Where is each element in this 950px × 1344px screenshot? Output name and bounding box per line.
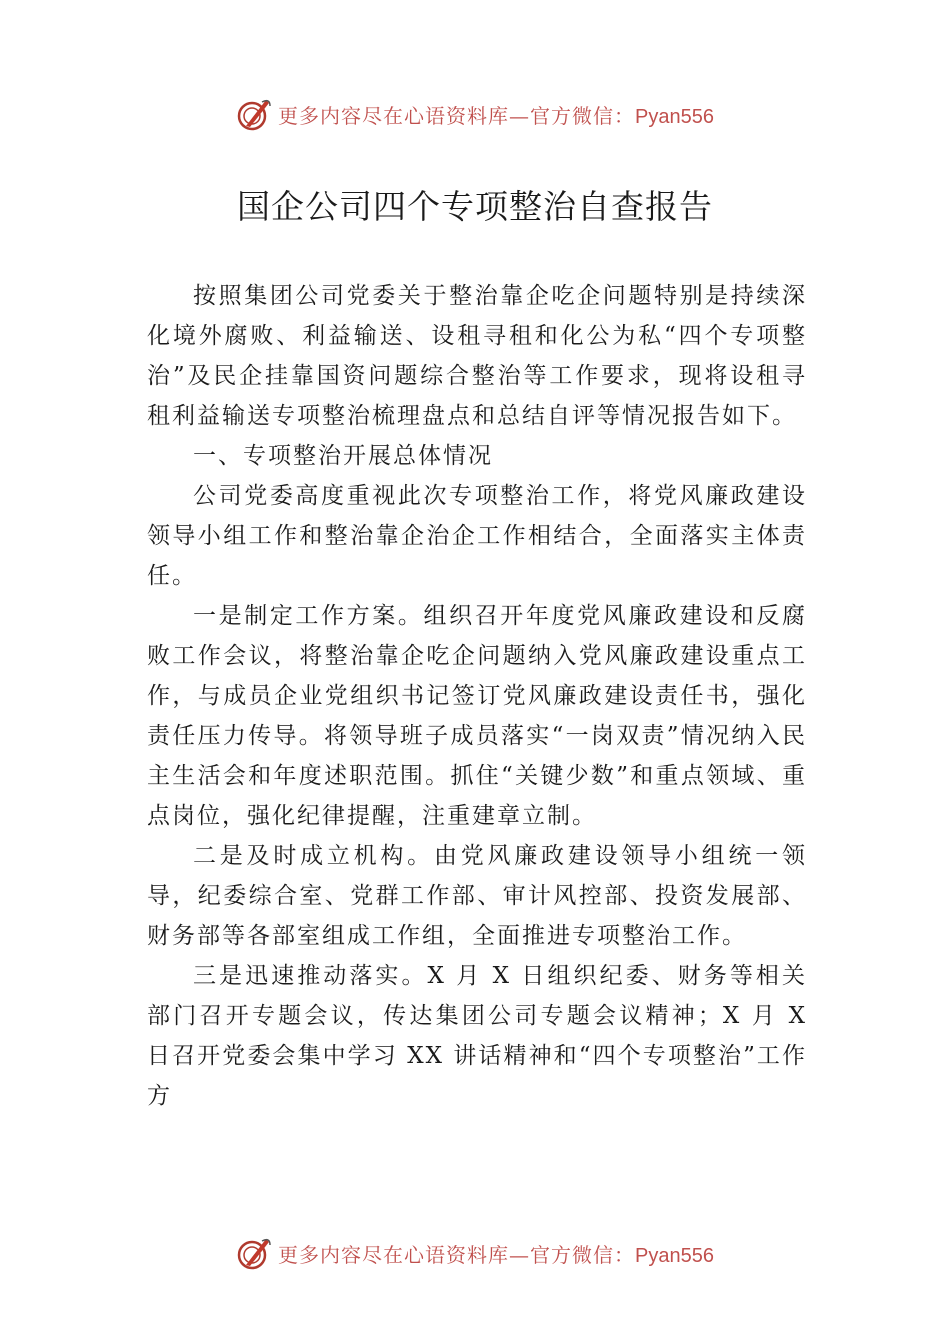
paragraph: 公司党委高度重视此次专项整治工作，将党风廉政建设领导小组工作和整治靠企治企工作相结合，全面落实主体责任。 — [147, 483, 807, 589]
banner-text — [278, 1239, 714, 1268]
footer-banner — [0, 1233, 950, 1273]
document-body — [147, 276, 807, 1116]
header-banner — [0, 94, 950, 134]
section-heading-1: 一、专项整治开展总体情况 — [193, 443, 493, 469]
banner-label: 更多内容尽在心语资料库—官方微信： — [278, 1242, 636, 1267]
banner-text — [278, 100, 714, 129]
paragraph-intro: 按照集团公司党委关于整治靠企吃企问题特别是持续深化境外腐败、利益输送、设租寻租和化公为私“四个专项整治”及民企挂靠国资问题综合整治等工作要求，现将设租寻租利益输送专项整治梳理盘点和总结自评等情况报告如下。 — [147, 283, 807, 429]
document-title: 国企公司四个专项整治自查报告 — [237, 187, 713, 226]
wechat-id: Pyan556 — [635, 105, 714, 128]
wechat-id: Pyan556 — [635, 1244, 714, 1267]
quill-logo-icon — [236, 96, 272, 132]
quill-logo-icon — [236, 1235, 272, 1271]
banner-label: 更多内容尽在心语资料库—官方微信： — [278, 103, 636, 128]
paragraph: 二是及时成立机构。由党风廉政建设领导小组统一领导，纪委综合室、党群工作部、审计风控部、投资发展部、财务部等各部室组成工作组，全面推进专项整治工作。 — [147, 843, 807, 949]
paragraph: 一是制定工作方案。组织召开年度党风廉政建设和反腐败工作会议，将整治靠企吃企问题纳入党风廉政建设重点工作，与成员企业党组织书记签订党风廉政建设责任书，强化责任压力传导。将领导班子成员落实“一岗双责”情况纳入民主生活会和年度述职范围。抓住“关键少数”和重点领域、重点岗位，强化纪律提醒，注重建章立制。 — [147, 603, 807, 829]
paragraph: 三是迅速推动落实。X 月 X 日组织纪委、财务等相关部门召开专题会议，传达集团公司专题会议精神；X 月 X 日召开党委会集中学习 XX 讲话精神和“四个专项整治”工作方 — [147, 963, 807, 1109]
